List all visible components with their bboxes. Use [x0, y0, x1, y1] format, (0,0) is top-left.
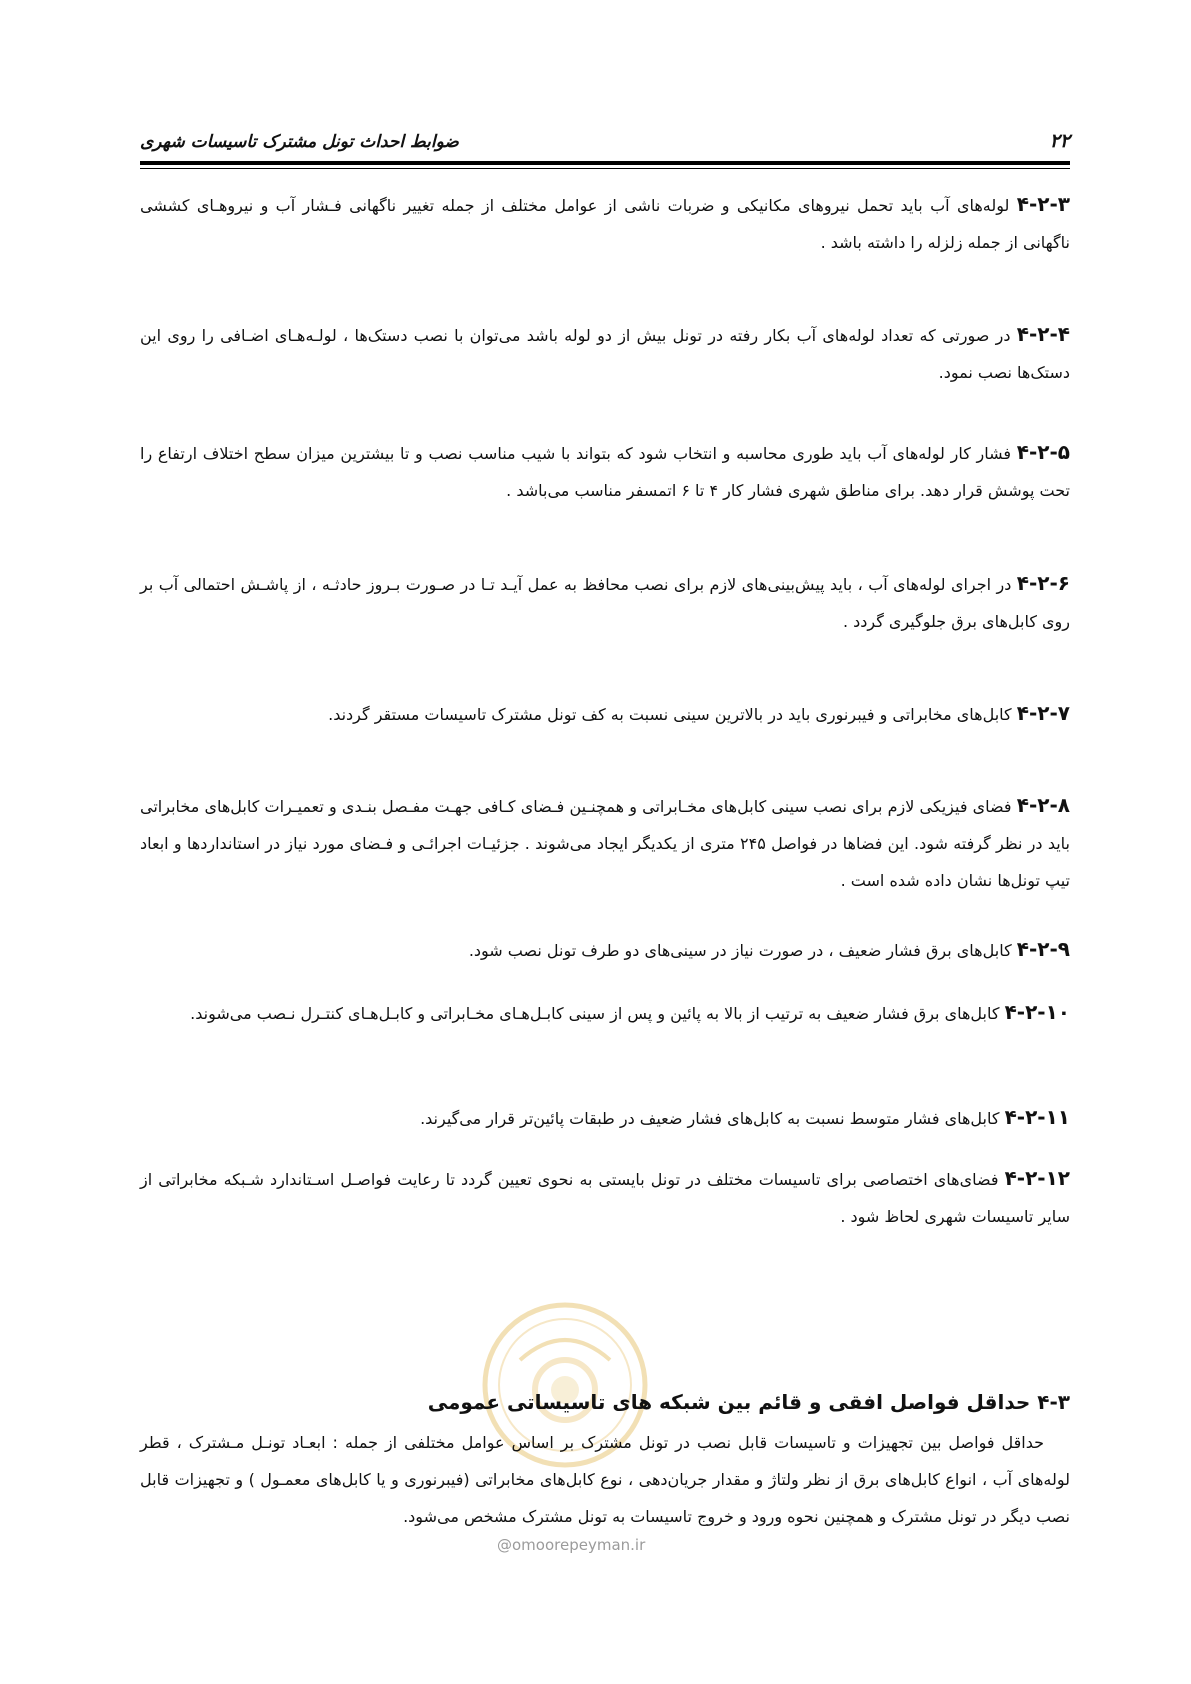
paragraph-4-2-8	[140, 787, 1070, 899]
header-title: ضوابط احداث تونل مشترک تاسیسات شهری	[140, 132, 459, 152]
paragraph-number: ۴-۲-۸	[1016, 793, 1070, 817]
paragraph-number: ۴-۲-۵	[1016, 440, 1070, 464]
section-heading-4-3: ۴-۳ حداقل فواصل افقی و قائم بین شبکه های تاسیساتی عمومی	[427, 1390, 1070, 1414]
header-rule-thin	[140, 168, 1070, 169]
watermark-url: @omoorepeyman.ir	[497, 1536, 646, 1554]
paragraph-number: ۴-۲-۱۲	[1004, 1166, 1070, 1190]
paragraph-text: کابل‌های برق فشار ضعیف ، در صورت نیاز در سینی‌های دو طرف تونل نصب شود.	[468, 941, 1017, 960]
paragraph-4-2-10	[140, 994, 1070, 1032]
paragraph-4-2-6	[140, 565, 1070, 640]
paragraph-text: کابل‌های برق فشار ضعیف به ترتیب از بالا به پائین و پس از سینی کابـل‌هـای مخـابراتی و کابـل‌هـای کنتـرل نـصب می‌شوند.	[190, 1004, 1005, 1023]
page-header	[140, 128, 1070, 158]
paragraph-4-2-4	[140, 316, 1070, 391]
paragraph-text: کابل‌های مخابراتی و فیبرنوری باید در بالاترین سینی نسبت به کف تونل مشترک تاسیسات مستقر گردند.	[328, 705, 1017, 724]
paragraph-4-2-7	[140, 695, 1070, 733]
paragraph-number: ۴-۲-۴	[1016, 322, 1070, 346]
page-number: ۲۲	[1049, 130, 1070, 152]
section-body-4-3: حداقل فواصل بین تجهیزات و تاسیسات قابل نصب در تونل مشترک بر اساس عوامل مختلفی از جمله : ابعـاد تونـل مـشترک ، قطر لوله‌های آب ، انواع کابل‌های برق از نظر ولتاژ و مقدار جریان‌دهی ، نوع کابل‌های مخابراتی (فیبرنوری و یا کابل‌های معمـول ) و تجهیزات قابل نصب دیگر در تونل مشترک و همچنین نحوه ورود و خروج تاسیسات به تونل مشترک مشخص می‌شود.	[140, 1433, 1070, 1526]
paragraph-4-2-11	[140, 1099, 1070, 1137]
header-rule-thick	[140, 161, 1070, 165]
paragraph-number: ۴-۲-۱۰	[1004, 1000, 1070, 1024]
paragraph-number: ۴-۲-۹	[1016, 937, 1070, 961]
paragraph-4-2-9	[140, 931, 1070, 969]
paragraph-text: فضای‌های اختصاصی برای تاسیسات مختلف در تونل بایستی به نحوی تعیین گردد تا رعایت فواصـل اسـتاندارد شـبکه مخابراتی از سایر تاسیسات شهری لحاظ شود .	[140, 1170, 1070, 1226]
paragraph-4-2-3	[140, 186, 1070, 261]
paragraph-text: در صورتی که تعداد لوله‌های آب بکار رفته در تونل بیش از دو لوله باشد می‌توان با نصب دستک‌ها ، لولـه‌هـای اضـافی را روی این دستک‌ها نصب نمود.	[140, 326, 1070, 382]
paragraph-text: فشار کار لوله‌های آب باید طوری محاسبه و انتخاب شود که بتواند با شیب مناسب نصب و تا بیشترین میزان سطح اختلاف ارتفاع را تحت پوشش قرار دهد. برای مناطق شهری فشار کار ۴ تا ۶ اتمسفر مناسب می‌باشد .	[140, 444, 1070, 500]
paragraph-text: کابل‌های فشار متوسط نسبت به کابل‌های فشار ضعیف در طبقات پائین‌تر قرار می‌گیرند.	[420, 1109, 1005, 1128]
paragraph-text: فضای فیزیکی لازم برای نصب سینی کابل‌های مخـابراتی و همچنـین فـضای کـافی جهـت مفـصل بنـدی و تعمیـرات کابل‌های مخابراتی باید در نظر گرفته شود. این فضاها در فواصل ۲۴۵ متری از یکدیگر ایجاد می‌شوند . جزئیـات اجرائـی و فـضای مورد نیاز در استانداردها و ابعاد تیپ تونل‌ها نشان داده شده است .	[140, 797, 1071, 890]
paragraph-4-2-12	[140, 1160, 1070, 1235]
paragraph-text: لوله‌های آب باید تحمل نیروهای مکانیکی و ضربات ناشی از عوامل مختلف از جمله تغییر ناگهانی فـشار آب و نیروهـای کششی ناگهانی از جمله زلزله را داشته باشد .	[140, 196, 1070, 252]
paragraph-number: ۴-۲-۱۱	[1004, 1105, 1070, 1129]
paragraph-number: ۴-۲-۶	[1016, 571, 1070, 595]
paragraph-number: ۴-۲-۳	[1016, 192, 1070, 216]
paragraph-text: در اجرای لوله‌های آب ، باید پیش‌بینی‌های لازم برای نصب محافظ به عمل آیـد تـا در صـورت بـروز حادثـه ، از پاشـش احتمالی آب بر روی کابل‌های برق جلوگیری گردد .	[140, 575, 1070, 631]
paragraph-4-2-5	[140, 434, 1070, 509]
paragraph-number: ۴-۲-۷	[1016, 701, 1070, 725]
